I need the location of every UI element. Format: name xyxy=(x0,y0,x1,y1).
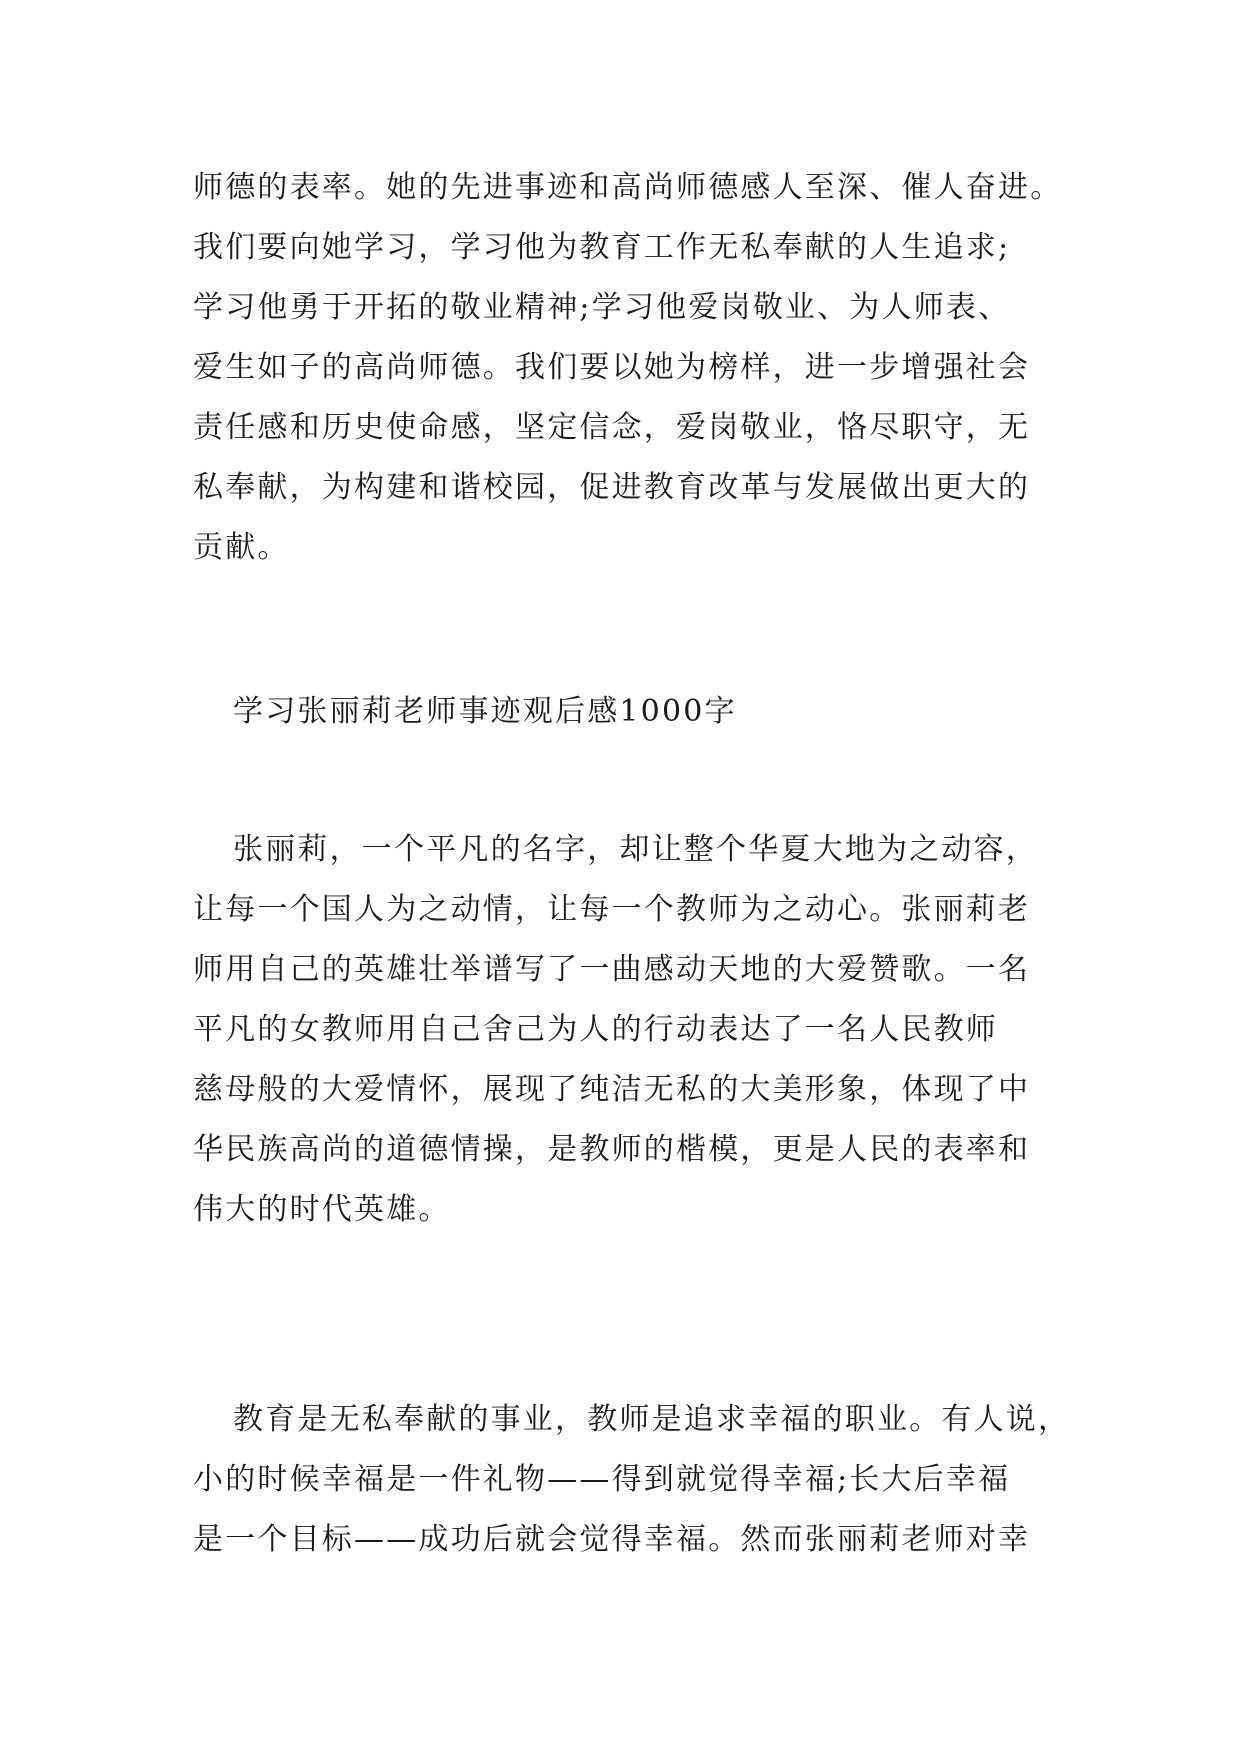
paragraph xyxy=(193,1390,1073,1570)
section-heading xyxy=(193,682,1073,742)
paragraph-line: 张丽莉，一个平凡的名字，却让整个华夏大地为之动容， xyxy=(233,832,1038,867)
paragraph xyxy=(193,820,1073,1240)
paragraph-line: 我们要向她学习，学习他为教育工作无私奉献的人生追求; xyxy=(193,230,1011,265)
paragraph-line: 责任感和历史使命感，坚定信念，爱岗敬业，恪尽职守，无 xyxy=(193,410,1031,445)
paragraph-line: 慈母般的大爱情怀，展现了纯洁无私的大美形象，体现了中 xyxy=(193,1072,1031,1107)
paragraph-line: 爱生如子的高尚师德。我们要以她为榜样，进一步增强社会 xyxy=(193,350,1031,385)
section-heading-text: 学习张丽莉老师事迹观后感1000字 xyxy=(233,694,737,729)
paragraph-line: 是一个目标——成功后就会觉得幸福。然而张丽莉老师对幸 xyxy=(193,1522,1031,1557)
paragraph-line: 学习他勇于开拓的敬业精神;学习他爱岗敬业、为人师表、 xyxy=(193,290,1011,325)
paragraph-line: 华民族高尚的道德情操，是教师的楷模，更是人民的表率和 xyxy=(193,1132,1031,1167)
paragraph xyxy=(193,158,1073,578)
paragraph-line: 让每一个国人为之动情，让每一个教师为之动心。张丽莉老 xyxy=(193,892,1031,927)
paragraph-line: 小的时候幸福是一件礼物——得到就觉得幸福;长大后幸福 xyxy=(193,1462,1011,1497)
paragraph-line: 贡献。 xyxy=(193,530,290,565)
paragraph-line: 伟大的时代英雄。 xyxy=(193,1192,451,1227)
paragraph-line: 平凡的女教师用自己舍己为人的行动表达了一名人民教师 xyxy=(193,1012,998,1047)
paragraph-line: 教育是无私奉献的事业，教师是追求幸福的职业。有人说， xyxy=(233,1402,1071,1437)
paragraph-line: 私奉献，为构建和谐校园，促进教育改革与发展做出更大的 xyxy=(193,470,1031,505)
paragraph-line: 师德的表率。她的先进事迹和高尚师德感人至深、催人奋进。 xyxy=(193,170,1063,205)
paragraph-line: 师用自己的英雄壮举谱写了一曲感动天地的大爱赞歌。一名 xyxy=(193,952,1031,987)
